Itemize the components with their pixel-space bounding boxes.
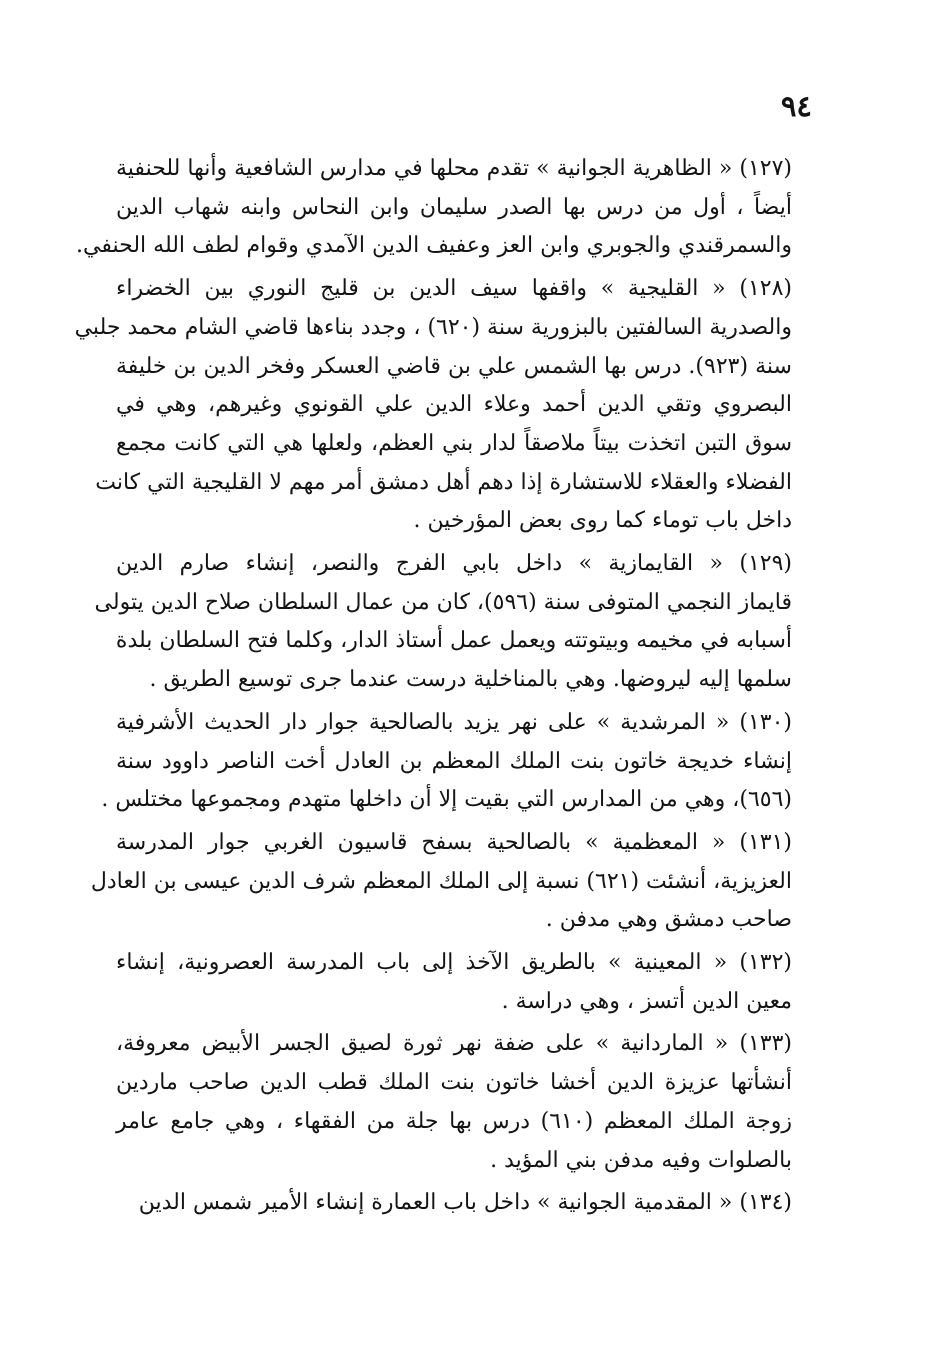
text-line: (١٢٨) « القليجية » واقفها سيف الدين بن قليج النوري بين الخضراء <box>116 276 792 302</box>
text-line: والصدرية السالفتين بالبزورية سنة (٦٢٠) ، وجدد بناءها قاضي الشام محمد جلبي <box>74 314 792 340</box>
text-line: أنشأتها عزيزة الدين أخشا خاتون بنت الملك قطب الدين صاحب ماردين <box>116 1070 792 1096</box>
text-line: (١٣٤) « المقدمية الجوانية » داخل باب العمارة إنشاء الأمير شمس الدين <box>138 1190 792 1216</box>
entry-paragraph <box>74 270 792 541</box>
text-line: العزيزية، أنشئت (٦٢١) نسبة إلى الملك المعظم شرف الدين عيسى بن العادل <box>90 868 792 894</box>
text-line: (١٣٢) « المعينية » بالطريق الآخذ إلى باب المدرسة العصرونية، إنشاء <box>116 950 792 976</box>
text-line: أيضاً ، أول من درس بها الصدر سليمان وابن النحاس وابنه شهاب الدين <box>116 194 792 220</box>
entry-paragraph <box>116 1184 792 1223</box>
text-line: (١٣١) « المعظمية » بالصالحية بسفح قاسيون الغربي جوار المدرسة <box>116 829 792 855</box>
text-line: البصروي وتقي الدين أحمد وعلاء الدين علي القونوي وغيرهم، وهي في <box>116 392 792 418</box>
text-line: سلمها إليه ليروضها. وهي بالمناخلية درست عندما جرى توسيع الطريق . <box>149 667 792 693</box>
page-number: ٩٤ <box>780 89 812 123</box>
text-line: (١٢٧) « الظاهرية الجوانية » تقدم محلها في مدارس الشافعية وأنها للحنفية <box>116 156 792 181</box>
text-line: صاحب دمشق وهي مدفن . <box>545 907 792 933</box>
text-line: سوق التبن اتخذت بيتاً ملاصقاً لدار بني العظم، ولعلها هي التي كانت مجمع <box>116 430 792 456</box>
entry-paragraph <box>116 944 792 1021</box>
text-line: داخل باب توماء كما روى بعض المؤرخين . <box>413 508 792 534</box>
text-line: بالصلوات وفيه مدفن بني المؤيد . <box>490 1147 792 1173</box>
text-line: قايماز النجمي المتوفى سنة (٥٩٦)، كان من عمال السلطان صلاح الدين يتولى <box>94 589 792 615</box>
entry-paragraph <box>76 150 792 266</box>
entry-paragraph <box>101 704 792 820</box>
text-line: (٦٥٦)، وهي من المدارس التي بقيت إلا أن داخلها متهدم ومجموعها مختلس . <box>101 787 792 813</box>
text-line: والسمرقندي والجوبري وابن العز وعفيف الدين الآمدي وقوام لطف الله الحنفي. <box>76 233 792 259</box>
entry-paragraph <box>94 545 792 700</box>
text-line: إنشاء خديجة خاتون بنت الملك المعظم بن العادل أخت الناصر داوود سنة <box>116 748 792 774</box>
entry-paragraph <box>90 824 792 940</box>
text-line: (١٣٠) « المرشدية » على نهر يزيد بالصالحية جوار دار الحديث الأشرفية <box>116 709 792 735</box>
entry-paragraph <box>116 1025 792 1180</box>
text-line: زوجة الملك المعظم (٦١٠) درس بها جلة من الفقهاء ، وهي جامع عامر <box>116 1108 792 1134</box>
text-line: الفضلاء والعقلاء للاستشارة إذا دهم أهل دمشق أمر مهم لا القليجية التي كانت <box>95 469 792 495</box>
text-line: معين الدين أتسز ، وهي دراسة . <box>501 988 792 1014</box>
text-line: أسبابه في مخيمه وبيتوتته ويعمل عمل أستاذ الدار، وكلما فتح السلطان بلدة <box>115 628 792 654</box>
text-line: (١٣٣) « الماردانية » على ضفة نهر ثورة لصيق الجسر الأبيض معروفة، <box>116 1031 792 1057</box>
body-text <box>74 150 792 1227</box>
text-line: سنة (٩٢٣). درس بها الشمس علي بن قاضي العسكر وفخر الدين بن خليفة <box>116 353 792 379</box>
text-line: (١٢٩) « القايمازية » داخل بابي الفرج والنصر، إنشاء صارم الدين <box>116 551 792 577</box>
